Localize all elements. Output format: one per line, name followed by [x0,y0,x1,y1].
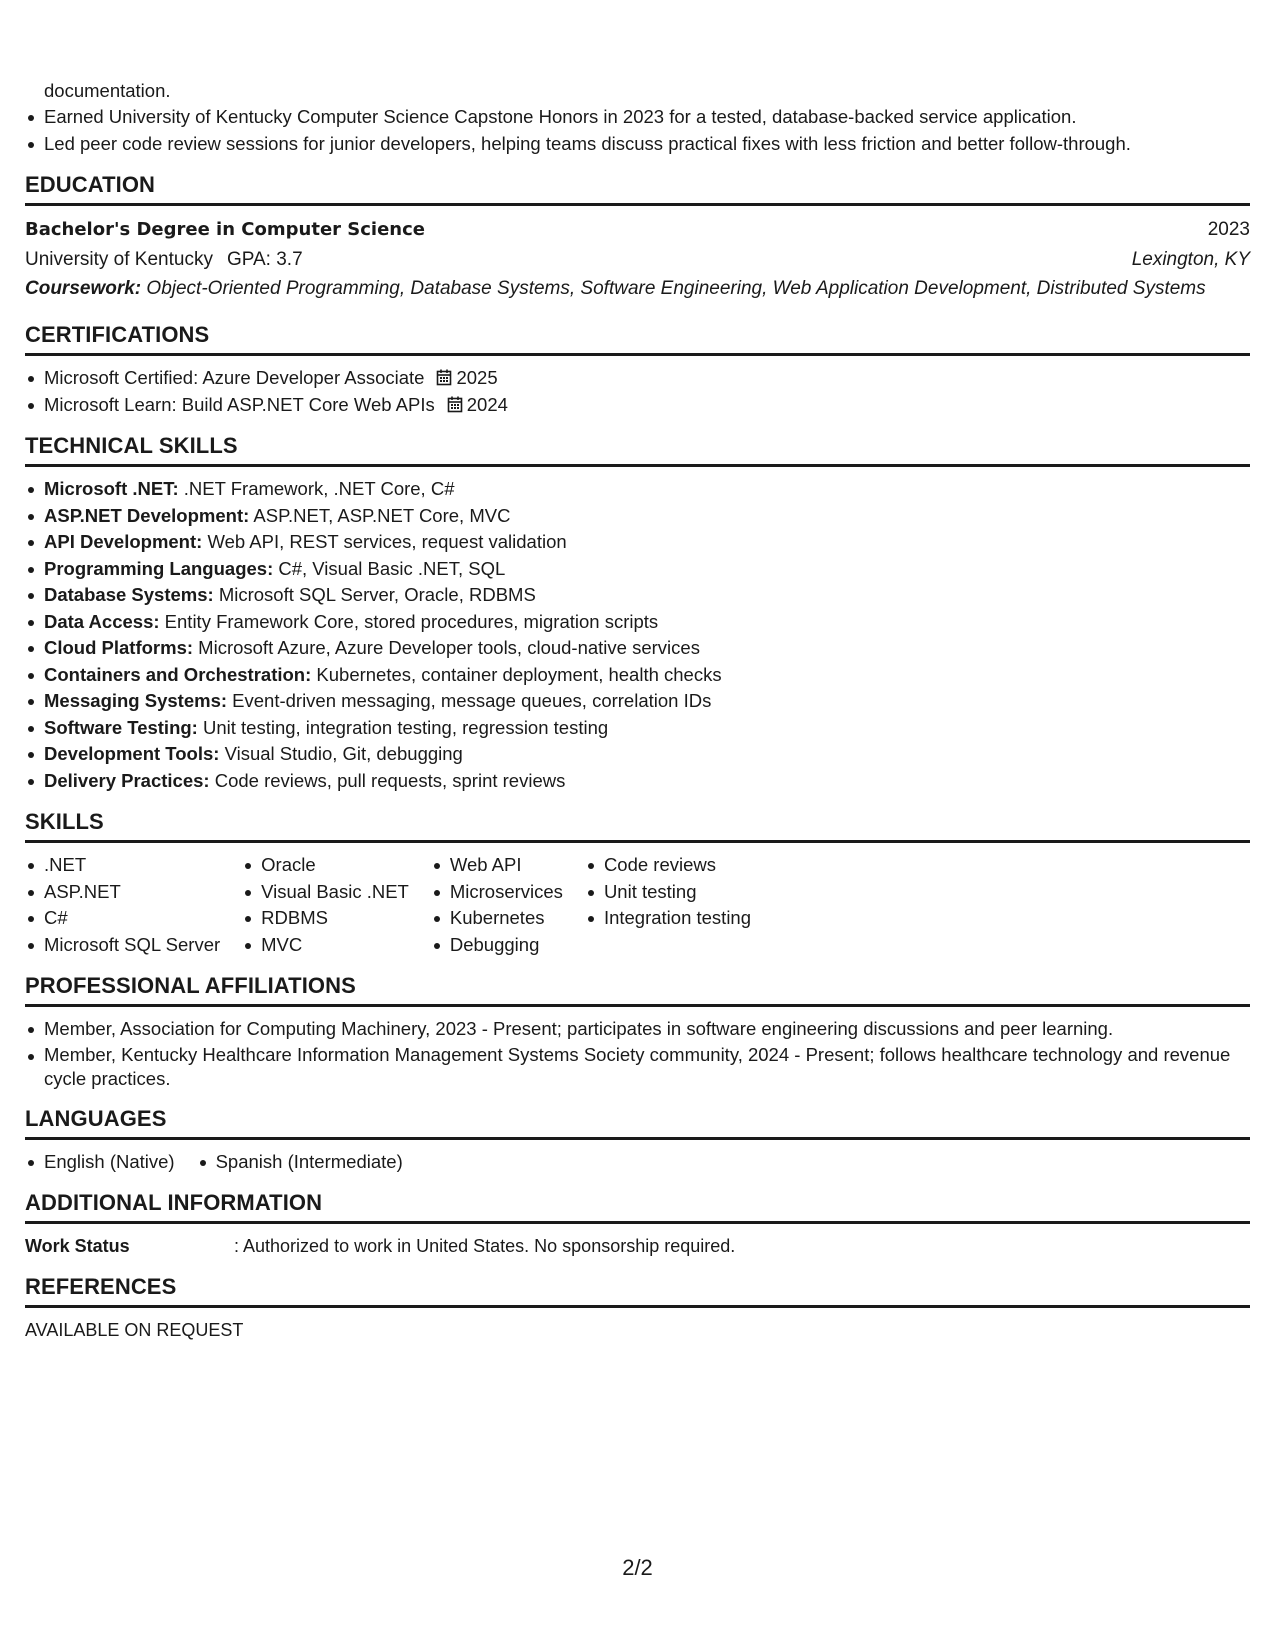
bullet-continuation-text: documentation. [44,80,171,101]
certification-item [25,392,1250,419]
skill-category: Microsoft .NET: [44,478,179,499]
references-heading: REFERENCES [25,1273,1250,1308]
skill-item: RDBMS [242,905,409,932]
skill-values: Microsoft Azure, Azure Developer tools, cloud-native services [198,637,700,658]
skills-columns [25,852,1250,958]
certification-name: Microsoft Certified: Azure Developer Associate [44,367,425,388]
technical-skill-item [25,556,1250,583]
experience-bullets [25,104,1250,157]
technical-skill-item [25,768,1250,795]
skill-category: Delivery Practices: [44,769,210,791]
skill-item: C# [25,905,220,932]
skill-item: ASP.NET [25,879,220,906]
references-section [25,1273,1250,1343]
skill-values: Entity Framework Core, stored procedures, migration scripts [164,610,659,632]
experience-bullet: Led peer code review sessions for junior developers, helping teams discuss practical fixes with less friction and better follow-through. [25,131,1250,158]
certification-date [447,394,508,415]
skill-category: Programming Languages: [44,557,274,579]
skill-values: Microsoft SQL Server, Oracle, RDBMS [218,584,536,605]
skills-heading: SKILLS [25,808,1250,843]
coursework-list: Object-Oriented Programming, Database Systems, Software Engineering, Web Application Development, Distributed Systems [146,278,1206,299]
work-status-value: : Authorized to work in United States. No sponsorship required. [234,1236,736,1256]
skills-section [25,808,1250,958]
calendar-icon [436,369,452,386]
university-row [25,245,1250,275]
references-text: AVAILABLE ON REQUEST [25,1320,244,1340]
university [25,245,303,275]
skills-column [431,852,563,958]
skill-item: Code reviews [585,852,751,879]
coursework-label: Coursework: [25,278,142,299]
skill-item: .NET [25,852,220,879]
skill-values: Web API, REST services, request validation [207,531,567,552]
skill-values: Event-driven messaging, message queues, correlation IDs [232,690,712,711]
skill-values: C#, Visual Basic .NET, SQL [278,557,506,579]
languages-list [25,1149,1250,1176]
technical-skill-item [25,476,1250,503]
certification-item [25,365,1250,392]
degree-row [25,215,1250,245]
skill-item: MVC [242,932,409,959]
skill-item: Unit testing [585,879,751,906]
skill-category: Cloud Platforms: [44,637,194,658]
languages-heading: LANGUAGES [25,1105,1250,1140]
technical-skills-section [25,432,1250,794]
skill-item: Debugging [431,932,563,959]
language-item: English (Native) [25,1149,175,1176]
certification-name: Microsoft Learn: Build ASP.NET Core Web APIs [44,393,435,415]
skill-item: Web API [431,852,563,879]
technical-skill-item [25,715,1250,742]
skill-item: Kubernetes [431,905,563,932]
technical-skill-item [25,609,1250,636]
technical-skill-item [25,529,1250,556]
skill-category: Development Tools: [44,743,220,764]
experience-bullet: Earned University of Kentucky Computer Science Capstone Honors in 2023 for a tested, database-backed service application. [25,104,1250,131]
skill-values: Code reviews, pull requests, sprint reviews [214,769,566,791]
skill-category: Containers and Orchestration: [44,663,312,685]
skill-values: Unit testing, integration testing, regression testing [202,716,609,738]
resume-page [25,0,1250,1343]
language-item: Spanish (Intermediate) [197,1149,403,1176]
skill-values: Kubernetes, container deployment, health checks [316,663,722,685]
education-heading: EDUCATION [25,171,1250,206]
graduation-year: 2023 [1207,219,1250,240]
affiliation-item: Member, Association for Computing Machinery, 2023 - Present; participates in software engineering discussions and peer learning. [25,1016,1250,1043]
technical-skills-list [25,476,1250,794]
skill-category: Software Testing: [44,716,198,738]
skill-item: Integration testing [585,905,751,932]
affiliations-section [25,972,1250,1091]
additional-info-section [25,1189,1250,1259]
gpa: GPA: 3.7 [226,249,303,270]
technical-skills-heading: TECHNICAL SKILLS [25,432,1250,467]
certification-date [436,367,497,388]
coursework [25,277,1250,301]
affiliation-item: Member, Kentucky Healthcare Information Management Systems Society community, 2024 - Present; follows healthcare technology and revenue cycle practices. [25,1043,1250,1091]
affiliations-heading: PROFESSIONAL AFFILIATIONS [25,972,1250,1007]
affiliations-list [25,1016,1250,1091]
skill-category: Data Access: [44,610,160,632]
university-name: University of Kentucky [25,249,213,270]
skill-item: Microservices [431,879,563,906]
skill-category: ASP.NET Development: [44,504,250,526]
certification-year: 2025 [456,367,498,388]
work-status-label: Work Status [25,1236,130,1256]
skill-values: Visual Studio, Git, debugging [224,743,463,764]
technical-skill-item [25,662,1250,689]
skills-column [242,852,409,958]
skills-column [585,852,751,958]
university-location: Lexington, KY [1131,249,1250,270]
skill-values: ASP.NET, ASP.NET Core, MVC [253,504,511,526]
skill-category: Database Systems: [44,584,214,605]
certifications-section [25,321,1250,418]
experience-continuation [44,78,1250,104]
skill-item: Oracle [242,852,409,879]
skill-category: Messaging Systems: [44,690,228,711]
skill-item: Microsoft SQL Server [25,932,220,959]
certifications-list [25,365,1250,418]
technical-skill-item [25,741,1250,768]
languages-section [25,1105,1250,1176]
work-status-row [25,1233,1250,1259]
skills-column [25,852,220,958]
technical-skill-item [25,688,1250,715]
additional-info-heading: ADDITIONAL INFORMATION [25,1189,1250,1224]
skill-values: .NET Framework, .NET Core, C# [183,478,455,499]
degree-name: Bachelor's Degree in Computer Science [25,219,425,240]
certifications-heading: CERTIFICATIONS [25,321,1250,356]
technical-skill-item [25,635,1250,662]
certification-year: 2024 [466,393,508,415]
page-number: 2/2 [622,1555,653,1580]
education-section [25,171,1250,301]
calendar-icon [447,396,463,413]
technical-skill-item [25,582,1250,609]
technical-skill-item [25,503,1250,530]
skill-category: API Development: [44,531,203,552]
skill-item: Visual Basic .NET [242,879,409,906]
